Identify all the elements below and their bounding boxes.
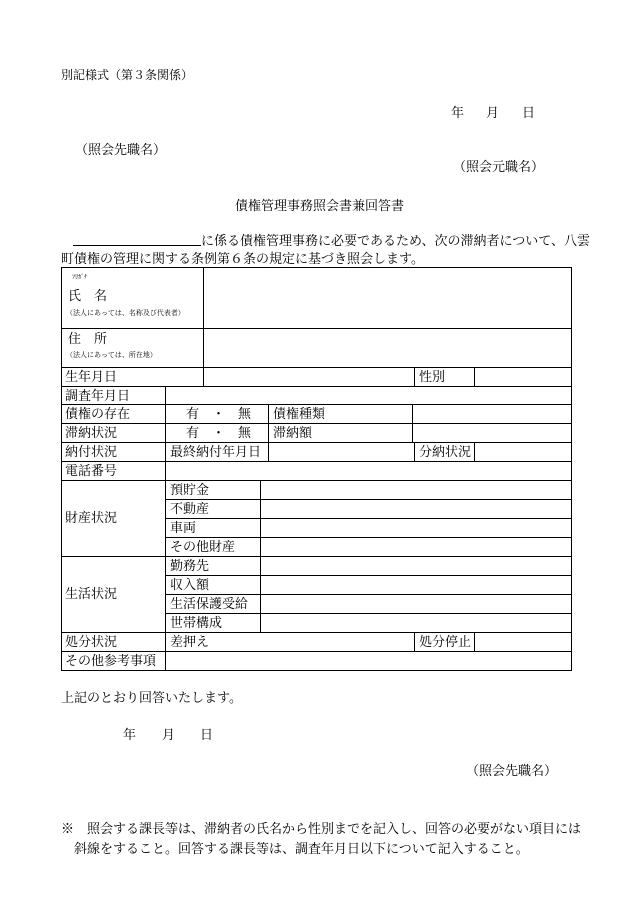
delinquency-status-label: 滞納状況 <box>65 426 118 441</box>
payment-status-label: 納付状況 <box>65 445 118 460</box>
living-item-household: 世帯構成 <box>170 616 223 631</box>
birth-date-label: 生年月日 <box>65 370 118 385</box>
claim-existence-yes-no[interactable]: 有 ・ 無 <box>186 407 252 422</box>
sender-title: （照会元職名） <box>453 160 545 175</box>
furigana-label: ﾌﾘｶﾞﾅ <box>72 274 88 281</box>
disposition-suspension-label: 処分停止 <box>419 635 472 650</box>
intro-line2: 町債権の管理に関する条例第６条の規定に基づき照会します。 <box>61 252 424 267</box>
answer-day-label: 日 <box>200 728 214 743</box>
phone-number-label: 電話番号 <box>65 464 118 479</box>
property-status-label: 財産状況 <box>65 511 118 526</box>
other-reference-label: その他参考事項 <box>65 654 157 669</box>
answerer-title: （照会先職名） <box>466 764 558 779</box>
disposition-status-label: 処分状況 <box>65 635 118 650</box>
form-label: 別記様式（第３条関係） <box>61 68 194 82</box>
property-item-other: その他財産 <box>170 540 236 555</box>
answer-text: 上記のとおり回答いたします。 <box>61 691 242 706</box>
document-title: 債権管理事務照会書兼回答書 <box>235 199 405 214</box>
address-note: （法人にあっては、所在地） <box>66 351 157 359</box>
delinquency-yes-no[interactable]: 有 ・ 無 <box>186 426 252 441</box>
living-status-label: 生活状況 <box>65 587 118 602</box>
seizure-label: 差押え <box>170 635 210 650</box>
date-month-label: 月 <box>486 106 500 121</box>
survey-date-label: 調査年月日 <box>65 389 131 404</box>
property-item-real-estate: 不動産 <box>170 502 210 517</box>
blank-underline[interactable] <box>73 233 201 246</box>
living-item-welfare: 生活保護受給 <box>170 597 249 612</box>
name-label: 氏 名 <box>68 289 108 304</box>
footnote-line2: 斜線をすること。回答する課長等は、調査年月日以下について記入すること。 <box>61 842 529 857</box>
living-item-income: 収入額 <box>170 578 210 593</box>
address-field[interactable] <box>205 330 570 366</box>
property-item-savings: 預貯金 <box>170 483 210 498</box>
date-day-label: 日 <box>522 106 536 121</box>
footnote-line1: ※ 照会する課長等は、滞納者の氏名から性別までを記入し、回答の必要がない項目には <box>61 822 582 837</box>
name-field[interactable] <box>205 269 570 327</box>
installment-status-label: 分納状況 <box>419 445 472 460</box>
address-label: 住 所 <box>68 332 108 347</box>
name-note: （法人にあっては、名称及び代表者） <box>66 309 185 317</box>
footnote <box>61 820 581 860</box>
intro-line1: に係る債権管理事務に必要であるため、次の滞納者について、八雲 <box>201 234 590 249</box>
date-year-label: 年 <box>451 106 465 121</box>
claim-existence-label: 債権の存在 <box>65 407 131 422</box>
delinquency-amount-label: 滞納額 <box>273 426 313 441</box>
sex-label: 性別 <box>419 370 446 385</box>
answer-month-label: 月 <box>162 728 176 743</box>
claim-type-label: 債権種類 <box>273 407 326 422</box>
birth-date-field[interactable] <box>205 369 413 385</box>
intro-paragraph <box>61 233 590 269</box>
sex-field[interactable] <box>476 369 570 385</box>
last-payment-date-label: 最終納付年月日 <box>170 445 262 460</box>
living-item-employer: 勤務先 <box>170 559 210 574</box>
answer-year-label: 年 <box>123 728 137 743</box>
property-item-vehicle: 車両 <box>170 521 197 536</box>
recipient-title: （照会先職名） <box>75 143 167 158</box>
